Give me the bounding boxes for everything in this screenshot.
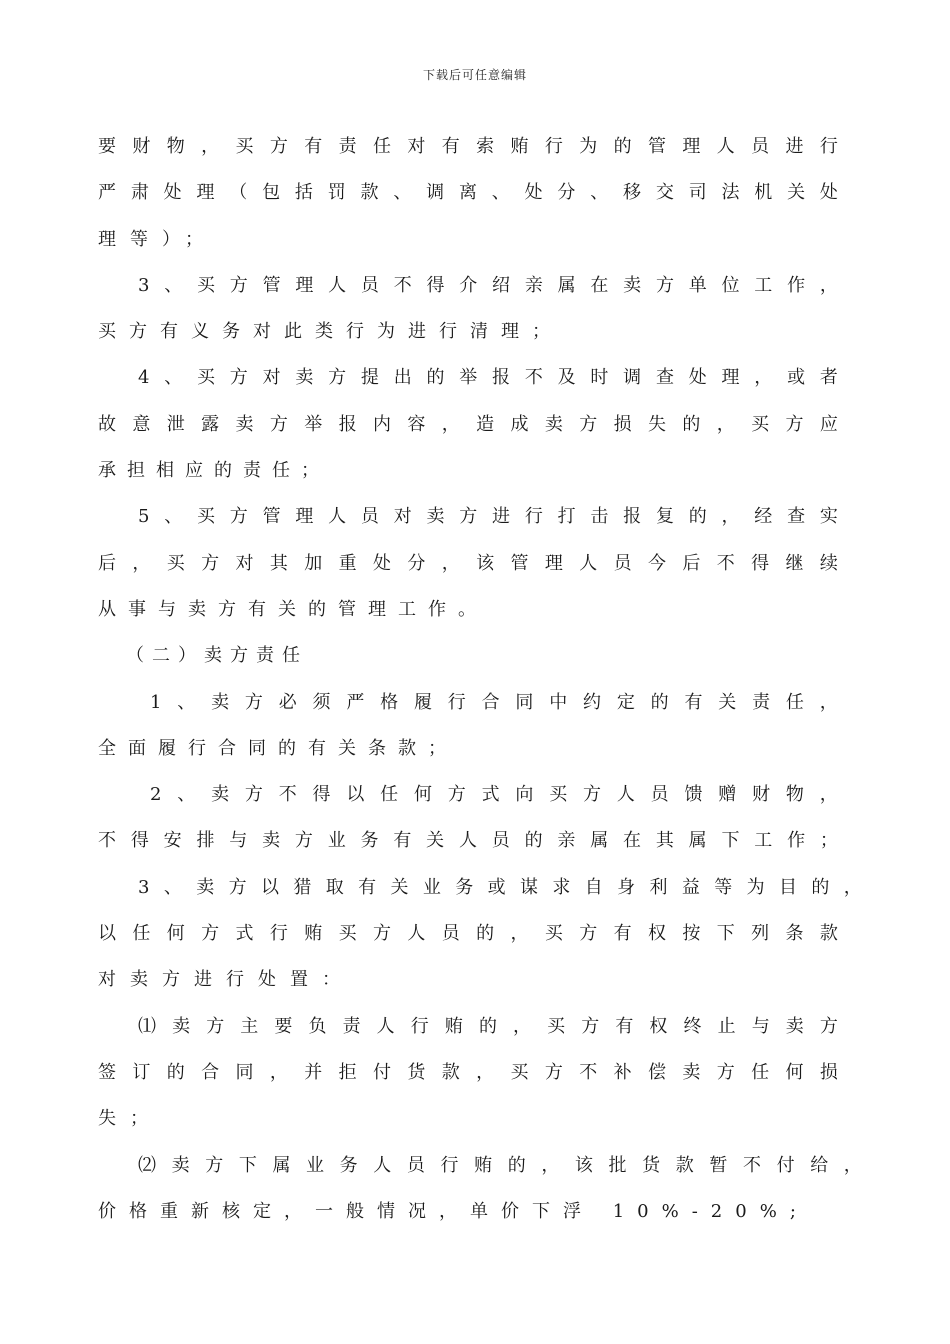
text-line: 承担相应的责任； <box>98 460 330 482</box>
document-body <box>98 130 862 1241</box>
text-line: 1 、 卖 方 必 须 严 格 履 行 合 同 中 约 定 的 有 关 责 任 ， <box>150 691 838 713</box>
text-line: 买方有义务对此类行为进行清理； <box>98 321 563 343</box>
text-line: 3 、 买 方 管 理 人 员 不 得 介 绍 亲 属 在 卖 方 单 位 工 作 ， <box>138 274 838 296</box>
text-line: 2 、 卖 方 不 得 以 任 何 方 式 向 买 方 人 员 馈 赠 财 物 ， <box>150 784 838 806</box>
text-line: 5 、 买 方 管 理 人 员 对 卖 方 进 行 打 击 报 复 的 ， 经 查 实 <box>138 506 838 528</box>
text-line: 全面履行合同的有关条款； <box>98 737 458 759</box>
text-line: 失； <box>98 1108 162 1130</box>
text-line: 3 、 卖 方 以 猎 取 有 关 业 务 或 谋 求 自 身 利 益 等 为 目 的 ， <box>138 876 862 898</box>
text-line: 4 、 买 方 对 卖 方 提 出 的 举 报 不 及 时 调 查 处 理 ， 或 者 <box>138 367 838 389</box>
text-line: 以 任 何 方 式 行 贿 买 方 人 员 的 ， 买 方 有 权 按 下 列 条 款 <box>98 923 838 945</box>
text-line: 从事与卖方有关的管理工作。 <box>98 598 488 620</box>
text-line: （二）卖方责任 <box>126 645 308 667</box>
text-line: 签 订 的 合 同 ， 并 拒 付 货 款 ， 买 方 不 补 偿 卖 方 任 何 损 <box>98 1061 838 1083</box>
text-line: 理等）； <box>98 228 217 250</box>
text-line: 要 财 物 ， 买 方 有 责 任 对 有 索 贿 行 为 的 管 理 人 员 进 行 <box>98 136 838 157</box>
page-header: 下载后可任意编辑 <box>422 68 527 82</box>
text-line: 后 ， 买 方 对 其 加 重 处 分 ， 该 管 理 人 员 今 后 不 得 继 续 <box>98 552 838 574</box>
text-line: ⑵ 卖 方 下 属 业 务 人 员 行 贿 的 ， 该 批 货 款 暂 不 付 给 ， <box>138 1154 862 1176</box>
text-line: ⑴ 卖 方 主 要 负 责 人 行 贿 的 ， 买 方 有 权 终 止 与 卖 方 <box>138 1015 838 1037</box>
text-line: 故 意 泄 露 卖 方 举 报 内 容 ， 造 成 卖 方 损 失 的 ， 买 方 应 <box>98 413 838 435</box>
text-line: 严 肃 处 理 （ 包 括 罚 款 、 调 离 、 处 分 、 移 交 司 法 机 关 处 <box>98 182 838 204</box>
text-line: 对卖方进行处置： <box>98 969 354 991</box>
text-line: 不 得 安 排 与 卖 方 业 务 有 关 人 员 的 亲 属 在 其 属 下 工 作 ； <box>98 830 838 852</box>
text-line: 价格重新核定，一般情况，单价下浮 10%-20%; <box>98 1200 809 1222</box>
